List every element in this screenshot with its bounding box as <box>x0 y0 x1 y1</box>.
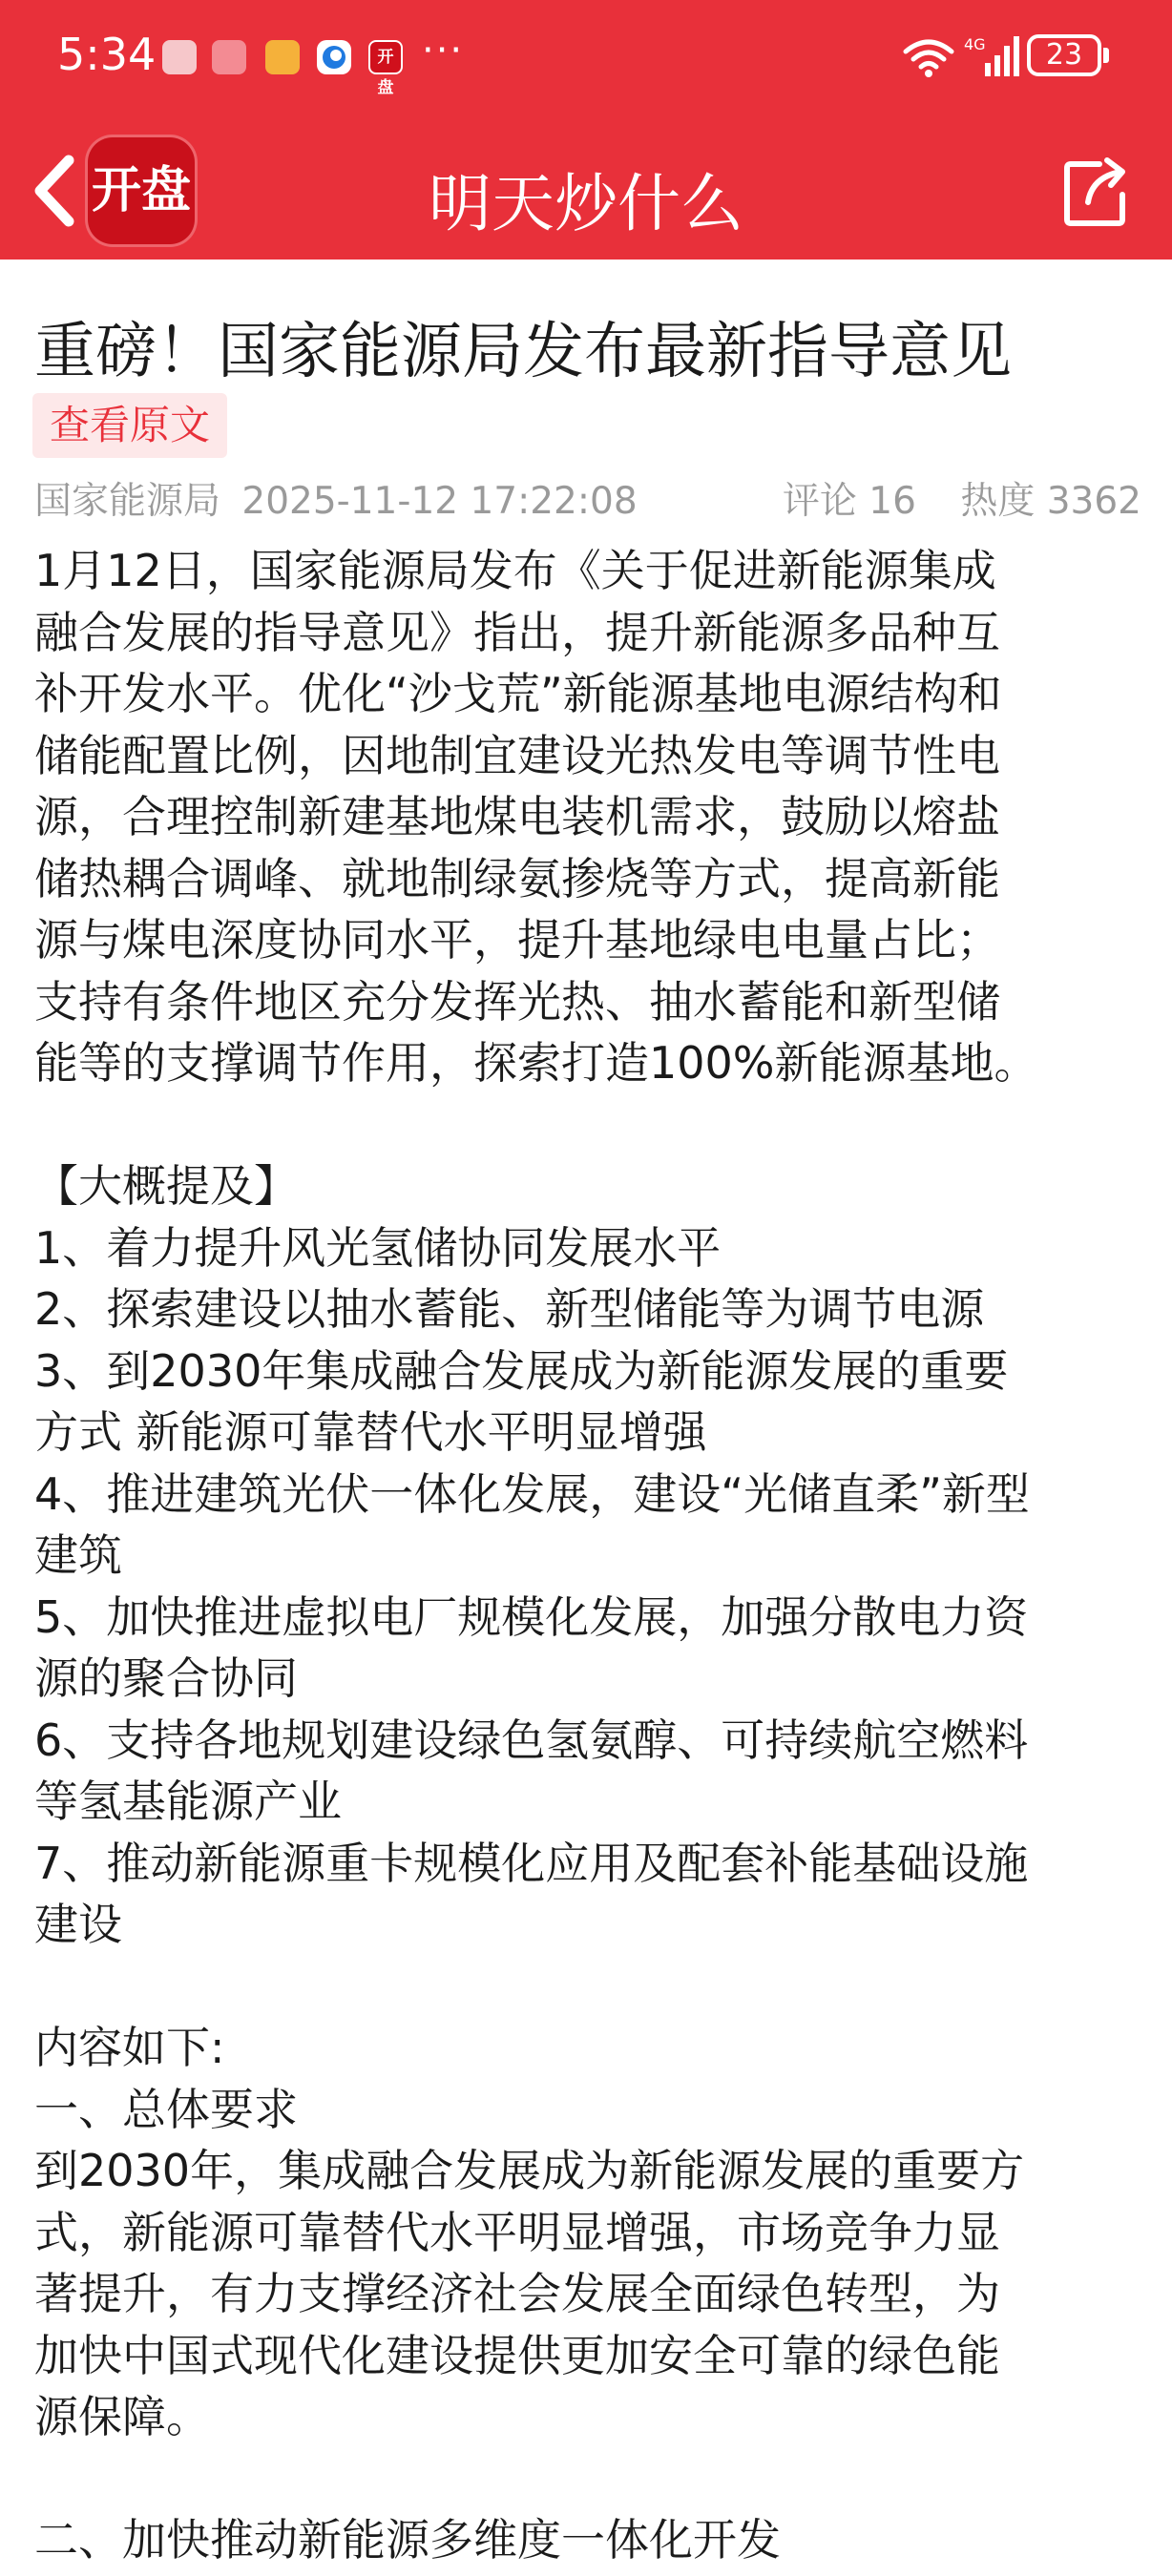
article-line: 一、总体要求 <box>34 2083 298 2135</box>
article-line: 源，合理控制新建基地煤电装机需求，鼓励以熔盐 <box>34 791 1000 842</box>
more-notifications-icon: ··· <box>422 29 465 73</box>
article-source[interactable]: 国家能源局 <box>34 480 221 523</box>
notification-app-icon <box>162 40 197 74</box>
game-app-icon <box>265 40 300 74</box>
article-line: 1、着力提升风光氢储协同发展水平 <box>34 1221 722 1274</box>
comment-count[interactable]: 评论 16 <box>782 480 916 523</box>
status-bar <box>0 0 1172 114</box>
article-line: 7、推动新能源重卡规模化应用及配套补能基础设施 <box>34 1837 1029 1889</box>
battery-tip <box>1103 48 1109 63</box>
article-datetime: 2025-11-12 17:22:08 <box>241 480 638 523</box>
article-title: 重磅！国家能源局发布最新指导意见 <box>34 317 1012 387</box>
article-line: 补开发水平。优化“沙戈荒”新能源基地电源结构和 <box>34 668 1002 719</box>
blank-line <box>34 1094 1151 1156</box>
article-line: 源保障。 <box>34 2391 210 2442</box>
kaipan-logo[interactable]: 开盘 <box>88 137 195 244</box>
article-body <box>34 540 1151 2571</box>
huawei-app-icon <box>212 40 246 74</box>
article-line: 二、加快推动新能源多维度一体化开发 <box>34 2514 781 2566</box>
article-line: 等氢基能源产业 <box>34 1776 342 1827</box>
article-line: 融合发展的指导意见》指出，提升新能源多品种互 <box>34 606 1000 658</box>
blank-line <box>34 1956 1151 2018</box>
article-line: 储热耦合调峰、就地制绿氨掺烧等方式，提高新能 <box>34 852 1000 904</box>
article-line: 2、探索建设以抽水蓄能、新型储能等为调节电源 <box>34 1283 985 1335</box>
article-line: 内容如下: <box>34 2022 225 2073</box>
battery-icon: 23 <box>1027 34 1101 76</box>
article-line: 建设 <box>34 1899 122 1950</box>
signal-icon <box>964 34 1021 78</box>
article-line: 加快中国式现代化建设提供更加安全可靠的绿色能 <box>34 2329 1000 2381</box>
article-line: 方式 新能源可靠替代水平明显增强 <box>34 1406 707 1458</box>
article-line: 能等的支撑调节作用，探索打造100%新能源基地。 <box>34 1037 1038 1089</box>
view-original-button[interactable]: 查看原文 <box>32 393 227 458</box>
article-line: 式，新能源可靠替代水平明显增强，市场竞争力显 <box>34 2206 1000 2258</box>
browser-app-icon <box>317 40 351 74</box>
article-line: 支持有条件地区充分发挥光热、抽水蓄能和新型储 <box>34 975 1000 1028</box>
article-line: 1月12日，国家能源局发布《关于促进新能源集成 <box>34 545 996 596</box>
page-title: 明天炒什么 <box>429 167 743 240</box>
article-line: 5、加快推进虚拟电厂规模化发展，加强分散电力资 <box>34 1590 1029 1643</box>
article-meta <box>34 475 1141 529</box>
kaipan-notification-icon: 开盘 <box>368 40 403 74</box>
article-line: 4、推进建筑光伏一体化发展，建设“光储直柔”新型 <box>34 1467 1030 1520</box>
navigation-bar <box>0 124 1172 260</box>
heat-count: 热度 3362 <box>960 480 1141 523</box>
article-line: 【大概提及】 <box>34 1160 298 1212</box>
svg-text:4G: 4G <box>964 35 986 53</box>
status-time: 5:34 <box>57 29 157 80</box>
top-app-bar <box>0 0 1172 260</box>
article-line: 6、支持各地规划建设绿色氢氨醇、可持续航空燃料 <box>34 1714 1029 1766</box>
article-line: 建筑 <box>34 1529 122 1581</box>
article-line: 3、到2030年集成融合发展成为新能源发展的重要 <box>34 1344 1009 1397</box>
article-line: 到2030年，集成融合发展成为新能源发展的重要方 <box>34 2145 1025 2196</box>
article-stats <box>750 475 1141 529</box>
blank-line <box>34 2448 1151 2510</box>
article-line: 著提升，有力支撑经济社会发展全面绿色转型，为 <box>34 2268 1000 2319</box>
article-line: 源与煤电深度协同水平，提升基地绿电电量占比； <box>34 914 1000 966</box>
article-line: 储能配置比例，因地制宜建设光热发电等调节性电 <box>34 729 1000 781</box>
article-line: 源的聚合协同 <box>34 1652 298 1704</box>
share-icon[interactable] <box>1061 153 1130 229</box>
wifi-icon <box>902 36 955 78</box>
